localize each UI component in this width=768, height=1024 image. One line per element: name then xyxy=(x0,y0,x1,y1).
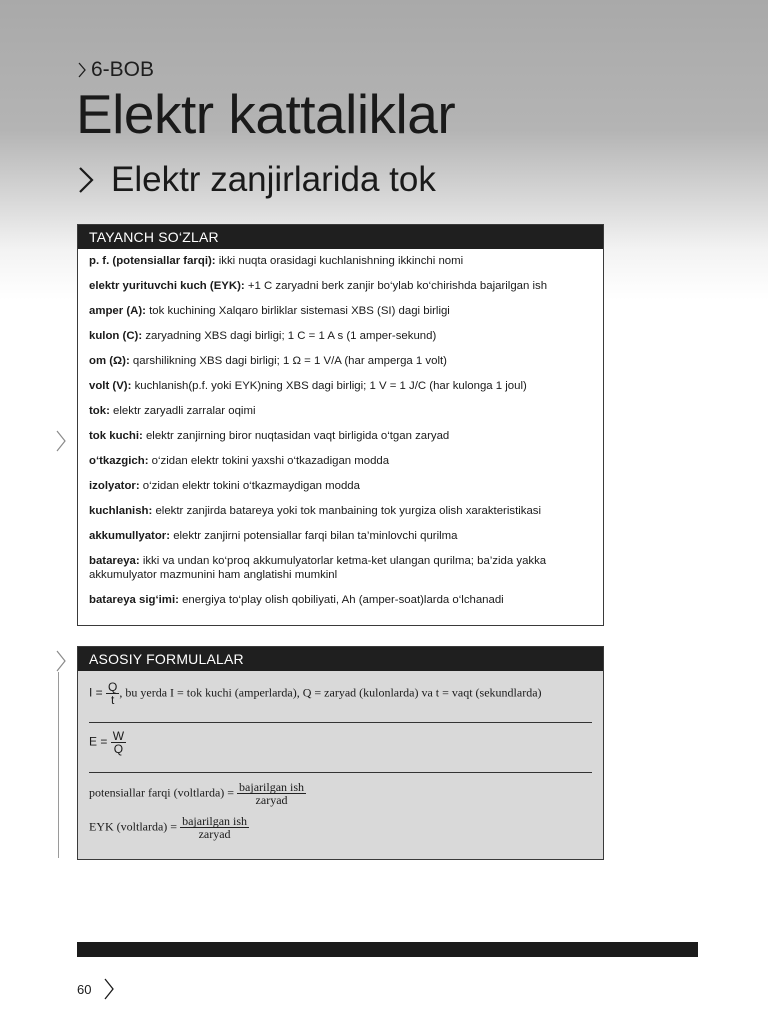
formula-eyk xyxy=(89,815,249,840)
keyword-item xyxy=(89,329,592,343)
section-title-text: Elektr zanjirlarida tok xyxy=(111,160,436,199)
margin-rule xyxy=(58,672,59,858)
keyword-term: o‘tkazgich: xyxy=(89,455,149,467)
keyword-definition: o‘zidan elektr tokini yaxshi o‘tkazadigan modda xyxy=(148,455,390,467)
keyword-item xyxy=(89,379,592,393)
divider xyxy=(89,722,592,723)
denominator: zaryad xyxy=(198,827,231,841)
keyword-term: batareya sig‘imi: xyxy=(89,594,179,606)
keyword-item xyxy=(89,593,592,607)
keyword-definition: ikki nuqta orasidagi kuchlanishning ikkinchi nomi xyxy=(215,255,464,267)
keyword-term: om (Ω): xyxy=(89,355,130,367)
fraction xyxy=(111,730,126,755)
formulas-box xyxy=(77,646,604,860)
margin-chevron-icon xyxy=(55,430,67,452)
keyword-term: kuchlanish: xyxy=(89,505,153,517)
formula-lhs: I = xyxy=(89,685,103,700)
keyword-definition: o‘zidan elektr tokini o‘tkazmaydigan modda xyxy=(139,480,360,492)
keyword-term: volt (V): xyxy=(89,380,132,392)
keyword-term: amper (A): xyxy=(89,305,146,317)
keyword-definition: elektr zanjirni potensiallar farqi bilan ta’minlovchi qurilma xyxy=(170,530,458,542)
keyword-item xyxy=(89,404,592,418)
divider xyxy=(89,772,592,773)
numerator: Q xyxy=(108,680,118,694)
keyword-item xyxy=(89,254,592,268)
chevron-right-icon xyxy=(77,166,95,194)
keyword-term: kulon (C): xyxy=(89,330,143,342)
keyword-term: p. f. (potensiallar farqi): xyxy=(89,255,216,267)
numerator: W xyxy=(112,729,125,743)
denominator: t xyxy=(111,693,115,707)
fraction xyxy=(237,781,306,806)
keyword-definition: zaryadning XBS dagi birligi; 1 C = 1 A s (1 amper-sekund) xyxy=(142,330,437,342)
chapter-label-text: 6-BOB xyxy=(91,58,155,81)
formulas-heading: ASOSIY FORMULALAR xyxy=(78,647,603,671)
keyword-definition: kuchlanish(p.f. yoki EYK)ning XBS dagi birligi; 1 V = 1 J/C (har kulonga 1 joul) xyxy=(131,380,527,392)
keyword-term: elektr yurituvchi kuch (EYK): xyxy=(89,280,245,292)
keyword-definition: +1 C zaryadni berk zanjir bo‘ylab ko‘chirishda bajarilgan ish xyxy=(244,280,548,292)
formula-emf xyxy=(89,730,126,755)
chevron-right-icon xyxy=(103,978,115,1000)
formula-potential-difference xyxy=(89,781,306,806)
formula-text: , bu yerda I = tok kuchi (amperlarda), Q = zaryad (kulonlarda) va t = vaqt (sekundlarda) xyxy=(119,685,542,700)
chapter-title: Elektr kattaliklar xyxy=(76,83,456,145)
keyword-definition: qarshilikning XBS dagi birligi; 1 Ω = 1 V/A (har amperga 1 volt) xyxy=(129,355,447,367)
keywords-list xyxy=(78,249,603,607)
keyword-item xyxy=(89,479,592,493)
keyword-definition: elektr zanjirning biror nuqtasidan vaqt birligida o‘tgan zaryad xyxy=(142,430,450,442)
keywords-heading: TAYANCH SO‘ZLAR xyxy=(78,225,603,249)
numerator: bajarilgan ish xyxy=(239,780,305,794)
chevron-right-icon xyxy=(77,62,87,78)
keyword-item xyxy=(89,529,592,543)
keyword-item xyxy=(89,354,592,368)
footer-bar xyxy=(77,942,698,957)
keyword-definition: elektr zanjirda batareya yoki tok manbaining tok yurgiza olish xarakteristikasi xyxy=(152,505,542,517)
keyword-definition: elektr zaryadli zarralar oqimi xyxy=(109,405,256,417)
margin-chevron-icon xyxy=(55,650,67,672)
keyword-term: tok: xyxy=(89,405,110,417)
formula-lhs: EYK (voltlarda) = xyxy=(89,819,178,834)
keyword-term: izolyator: xyxy=(89,480,140,492)
keyword-term: akkumullyator: xyxy=(89,530,171,542)
denominator: Q xyxy=(113,742,124,756)
keyword-item xyxy=(89,279,592,293)
page-number: 60 xyxy=(77,982,92,997)
formula-lhs: potensiallar farqi (voltlarda) = xyxy=(89,785,235,800)
keyword-item xyxy=(89,454,592,468)
keyword-term: batareya: xyxy=(89,555,140,567)
keywords-box xyxy=(77,224,604,626)
fraction xyxy=(180,815,249,840)
chapter-label xyxy=(77,58,154,82)
keyword-item xyxy=(89,304,592,318)
keyword-item xyxy=(89,429,592,443)
formula-current xyxy=(89,681,542,706)
section-title xyxy=(77,160,436,200)
keyword-term: tok kuchi: xyxy=(89,430,143,442)
fraction xyxy=(106,681,119,706)
keyword-definition: tok kuchining Xalqaro birliklar sistemasi XBS (SI) dagi birligi xyxy=(145,305,450,317)
denominator: zaryad xyxy=(255,793,288,807)
numerator: bajarilgan ish xyxy=(182,814,248,828)
formula-lhs: E = xyxy=(89,734,108,749)
keyword-definition: energiya to‘play olish qobiliyati, Ah (amper-soat)larda o‘lchanadi xyxy=(178,594,504,606)
keyword-definition: ikki va undan ko‘proq akkumulyatorlar ketma-ket ulangan qurilma; ba’zida yakka akkumulyator mazmunini ham anglatishi mumkinl xyxy=(89,555,547,581)
keyword-item xyxy=(89,554,592,582)
keyword-item xyxy=(89,504,592,518)
